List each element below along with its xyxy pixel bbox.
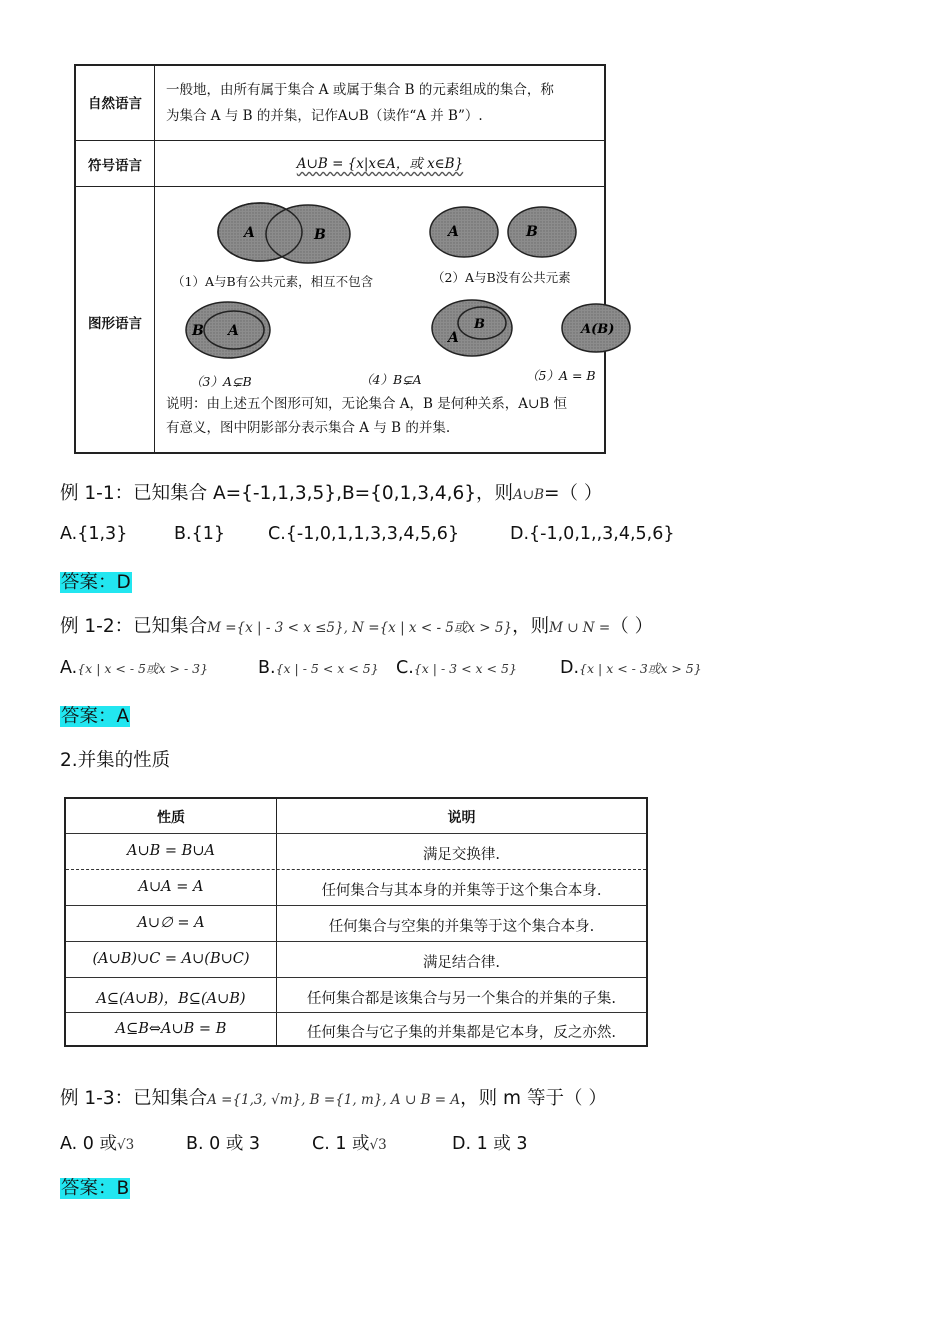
venn-label-b: B: [314, 227, 326, 243]
venn-equal: [562, 304, 630, 352]
ex2-option-d: D.{x | x < - 3或x > 5}: [560, 658, 702, 678]
note-line1: 说明：由上述五个图形可知，无论集合 A，B 是何种关系，A∪B 恒: [166, 396, 568, 412]
caption-5: （5）A = B: [526, 368, 596, 383]
venn-label-ab: A(B): [581, 322, 615, 337]
note-line2: 有意义，图中阴影部分表示集合 A 与 B 的并集.: [166, 420, 451, 436]
venn-label-a: A: [448, 224, 459, 240]
row-label-symbolic-language: 符号语言: [88, 158, 142, 174]
ex1-option-a: A.{1,3}: [60, 524, 128, 544]
ex1-option-c: C.{-1,0,1,1,3,3,4,5,6}: [268, 524, 460, 544]
property-row-2: A∪A = A: [138, 879, 204, 895]
ex1-math: A∪B: [513, 487, 545, 503]
row-label-graphic-language: 图形语言: [88, 316, 142, 332]
description-row-2: 任何集合与其本身的并集等于这个集合本身.: [321, 883, 602, 899]
venn-label-a: A: [244, 225, 255, 241]
caption-1: （1）A与B有公共元素，相互不包含: [172, 274, 374, 289]
row-label-natural-language: 自然语言: [88, 96, 142, 112]
venn-b-subset-a: [432, 300, 512, 356]
caption-4: （4）B⊊A: [360, 372, 422, 387]
property-row-3: A∪∅ = A: [137, 915, 205, 931]
venn-label-b: B: [526, 224, 538, 240]
ex3-answer: 答案：B: [61, 1178, 130, 1199]
section-2-title: 2.并集的性质: [60, 750, 171, 771]
venn-disjoint: [430, 207, 576, 257]
venn-overlap: [218, 203, 350, 263]
ex3-option-c: C. 1 或√3: [312, 1134, 387, 1154]
example-1-2-question: 例 1-2：已知集合M ={x | - 3 < x ≤5}, N ={x | x < - 5或x > 5}，则M ∪ N =（ ）: [60, 616, 654, 637]
symbolic-formula: A∪B = {x|x∈A，或 x∈B}: [296, 156, 464, 172]
property-row-1: A∪B = B∪A: [127, 843, 215, 859]
description-row-5: 任何集合都是该集合与另一个集合的并集的子集.: [306, 991, 617, 1007]
header-property: 性质: [157, 810, 185, 826]
ex3-option-b: B. 0 或 3: [186, 1134, 261, 1154]
description-row-1: 满足交换律.: [422, 847, 501, 863]
caption-2: （2）A与B没有公共元素: [432, 270, 571, 285]
property-row-4: (A∪B)∪C = A∪(B∪C): [92, 951, 250, 967]
venn-label-a: A: [228, 323, 239, 339]
ex1-option-b: B.{1}: [174, 524, 225, 544]
union-properties-table: [64, 797, 648, 1047]
ex1-option-d: D.{-1,0,1,,3,4,5,6}: [510, 524, 675, 544]
ex2-option-c: C.{x | - 3 < x < 5}: [396, 658, 517, 678]
description-row-4: 满足结合律.: [422, 955, 501, 971]
caption-3: （3）A⊊B: [190, 374, 252, 389]
natural-language-line1: 一般地，由所有属于集合 A 或属于集合 B 的元素组成的集合，称: [166, 82, 554, 98]
union-definition-table: [74, 64, 615, 454]
ex3-math: A ={1,3, √m}, B ={1, m}, A ∪ B = A: [207, 1092, 461, 1108]
property-row-6: A⊆B⇔A∪B = B: [115, 1021, 227, 1037]
ex3-option-a: A. 0 或√3: [60, 1134, 135, 1154]
example-1-1-question: 例 1-1：已知集合 A={-1,1,3,5},B={0,1,3,4,6}，则A∪B=（ ）: [60, 483, 603, 504]
venn-label-a: A: [448, 330, 459, 346]
example-1-3-question: 例 1-3：已知集合A ={1,3, √m}, B ={1, m}, A ∪ B = A，则 m 等于（ ）: [60, 1088, 607, 1109]
ex3-option-d: D. 1 或 3: [452, 1134, 528, 1154]
ex2-option-a: A.{x | x < - 5或x > - 3}: [60, 658, 209, 678]
venn-label-b: B: [192, 323, 204, 339]
property-row-5: A⊆(A∪B)，B⊆(A∪B): [96, 991, 246, 1007]
ex1-answer: 答案：D: [61, 572, 131, 593]
ex2-math2: M ∪ N =: [549, 620, 611, 636]
venn-label-b: B: [474, 317, 485, 332]
ex2-option-b: B.{x | - 5 < x < 5}: [258, 658, 379, 678]
description-row-3: 任何集合与空集的并集等于这个集合本身.: [328, 919, 595, 935]
venn-a-subset-b: [186, 302, 270, 358]
natural-language-line2: 为集合 A 与 B 的并集，记作A∪B（读作“A 并 B”）.: [166, 108, 483, 124]
ex2-math: M ={x | - 3 < x ≤5}, N ={x | x < - 5或x > 5}: [207, 620, 513, 636]
header-description: 说明: [447, 810, 476, 826]
ex2-answer: 答案：A: [61, 706, 130, 727]
description-row-6: 任何集合与它子集的并集都是它本身，反之亦然.: [306, 1025, 617, 1041]
